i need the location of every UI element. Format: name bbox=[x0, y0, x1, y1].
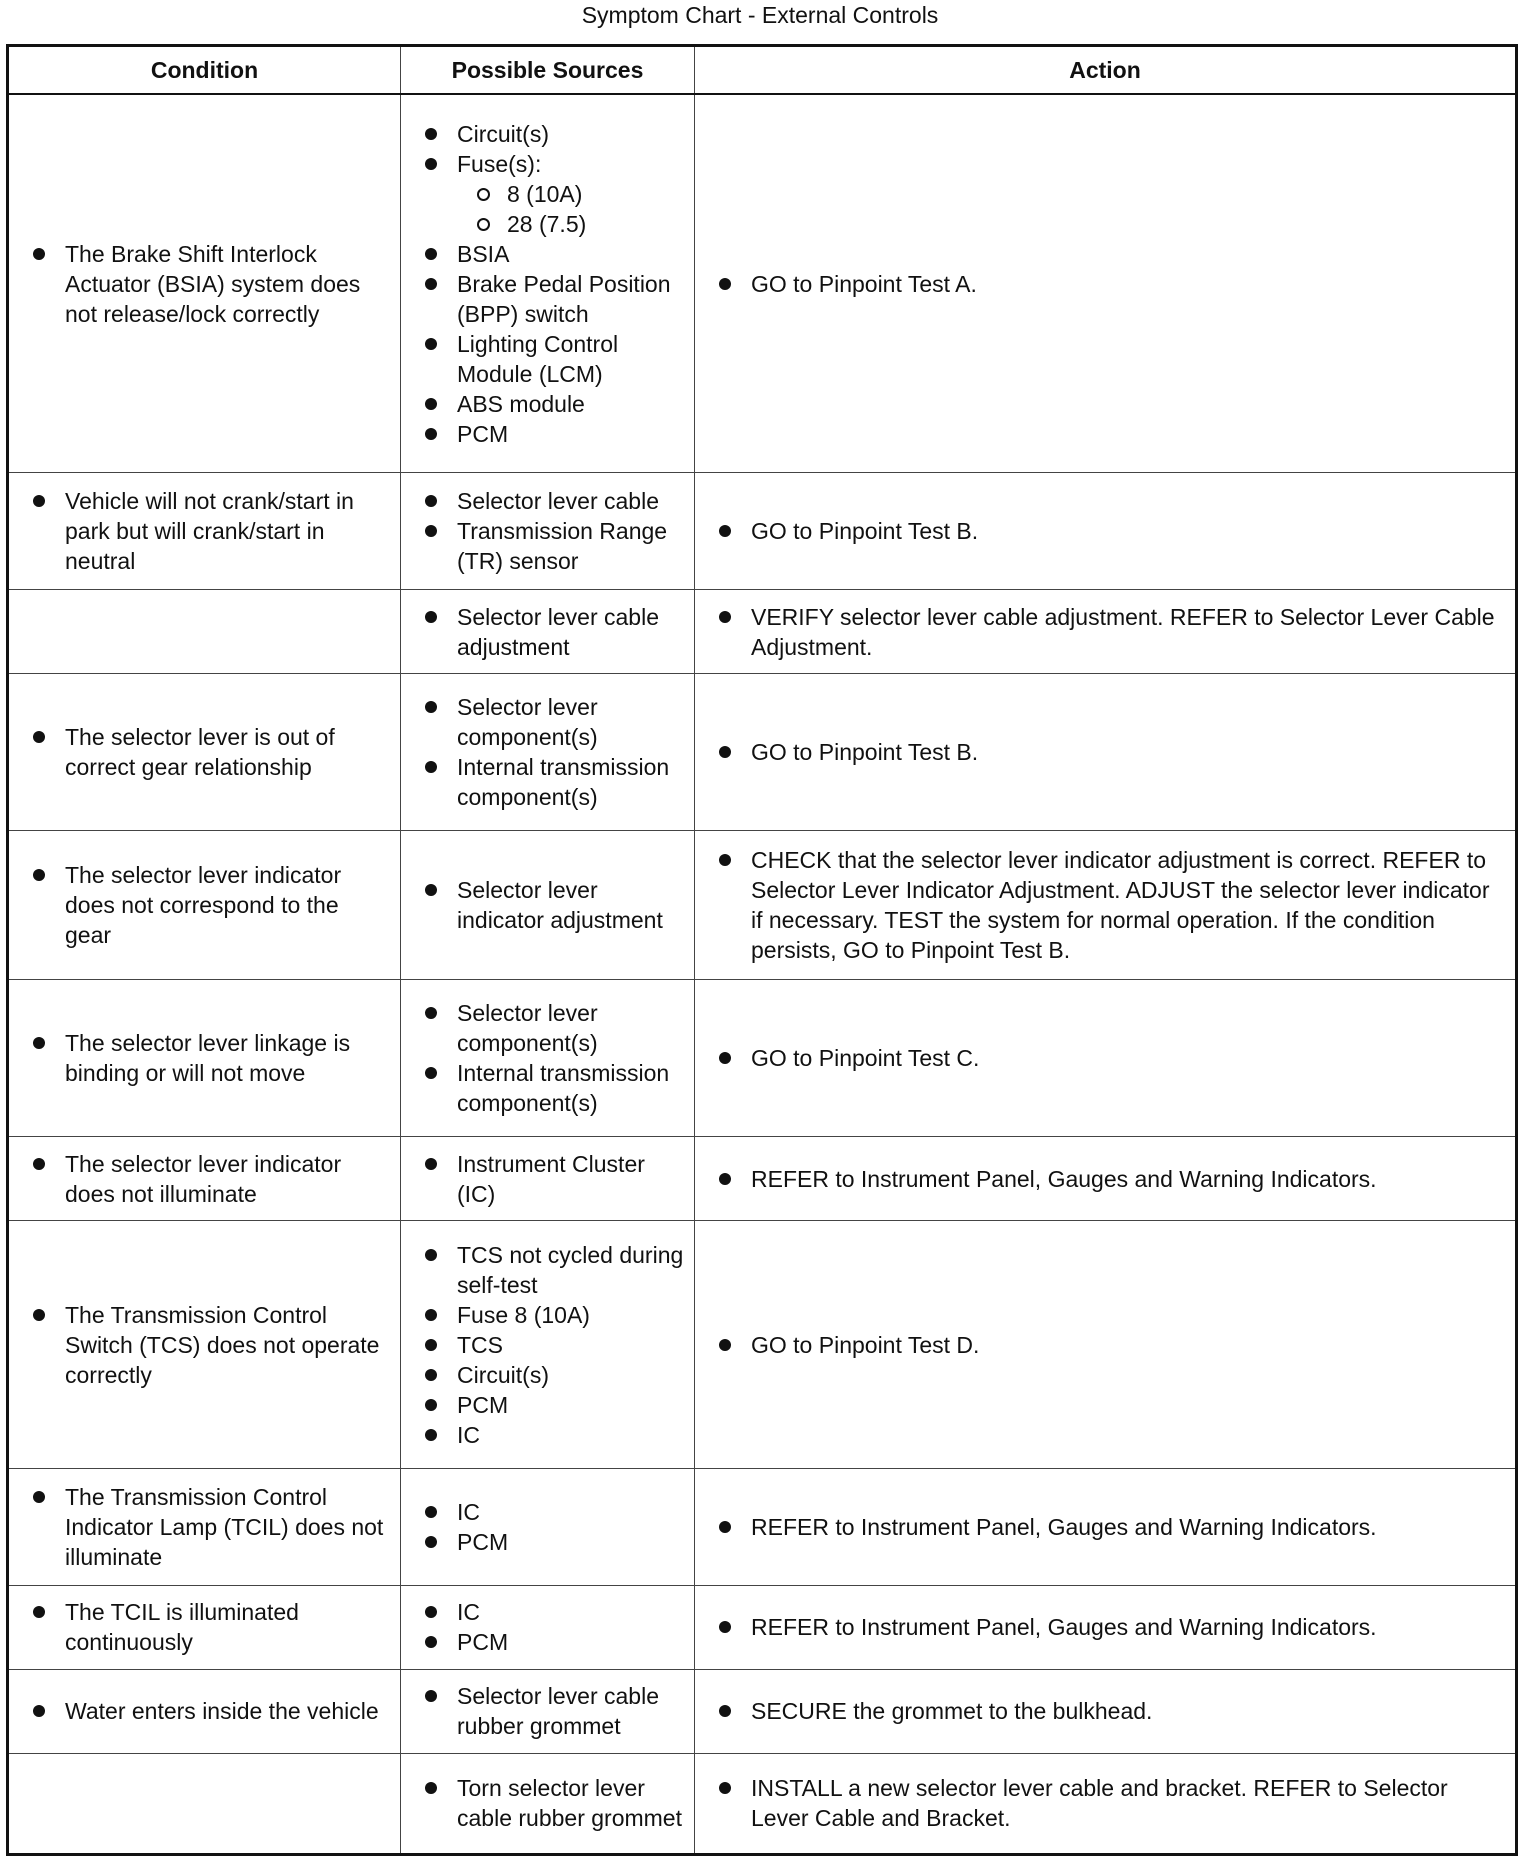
action-cell bbox=[695, 1137, 1517, 1221]
sources-item bbox=[401, 752, 684, 812]
action-cell bbox=[695, 1468, 1517, 1585]
action-item bbox=[695, 1512, 1505, 1542]
sources-text: Selector lever cable adjustment bbox=[457, 603, 659, 660]
sources-item bbox=[401, 419, 684, 449]
table-row bbox=[8, 1137, 1517, 1221]
table-row bbox=[8, 980, 1517, 1137]
sources-item bbox=[401, 1497, 684, 1527]
sources-list bbox=[401, 1765, 694, 1841]
condition-cell bbox=[8, 1669, 401, 1753]
action-list bbox=[695, 1504, 1515, 1550]
sources-item bbox=[401, 389, 684, 419]
condition-cell bbox=[8, 674, 401, 831]
sources-item bbox=[401, 1627, 684, 1657]
sources-cell bbox=[401, 473, 695, 590]
action-item bbox=[695, 1164, 1505, 1194]
action-list bbox=[695, 1765, 1515, 1841]
sources-cell bbox=[401, 94, 695, 473]
condition-text: The selector lever linkage is binding or will not move bbox=[65, 1030, 351, 1087]
condition-text: The selector lever indicator does not illuminate bbox=[65, 1150, 342, 1207]
sources-item bbox=[401, 149, 684, 239]
condition-list bbox=[9, 1474, 400, 1580]
condition-list bbox=[9, 1020, 400, 1096]
condition-list bbox=[9, 852, 400, 958]
sources-text: TCS not cycled during self-test bbox=[457, 1241, 684, 1298]
condition-list bbox=[9, 478, 400, 584]
sources-list bbox=[401, 684, 694, 820]
fuse-subitem: 28 (7.5) bbox=[457, 209, 684, 239]
sources-text: Fuse 8 (10A) bbox=[457, 1301, 590, 1328]
action-text: VERIFY selector lever cable adjustment. REFER to Selector Lever Cable Adjustment. bbox=[751, 603, 1495, 660]
header-row bbox=[8, 46, 1517, 95]
sources-list bbox=[401, 990, 694, 1126]
condition-text: The Transmission Control Indicator Lamp (TCIL) does not illuminate bbox=[65, 1483, 384, 1570]
action-cell bbox=[695, 1753, 1517, 1855]
header-action: Action bbox=[695, 46, 1517, 95]
table-row bbox=[8, 1221, 1517, 1469]
table-row bbox=[8, 1468, 1517, 1585]
action-cell bbox=[695, 590, 1517, 674]
action-item bbox=[695, 737, 1505, 767]
chart-title: Symptom Chart - External Controls bbox=[581, 2, 939, 28]
sources-text: IC bbox=[457, 1421, 480, 1448]
sources-item bbox=[401, 239, 684, 269]
condition-item bbox=[9, 486, 390, 576]
condition-item bbox=[9, 1696, 390, 1726]
sources-text: IC bbox=[457, 1599, 480, 1626]
sources-text: Transmission Range (TR) sensor bbox=[457, 518, 668, 575]
sources-list bbox=[401, 1673, 694, 1749]
sources-text: Instrument Cluster (IC) bbox=[457, 1150, 645, 1207]
condition-item bbox=[9, 1300, 390, 1390]
sources-item bbox=[401, 269, 684, 329]
header-possible-sources: Possible Sources bbox=[401, 46, 695, 95]
condition-cell bbox=[8, 1585, 401, 1669]
sources-cell bbox=[401, 674, 695, 831]
table-row bbox=[8, 831, 1517, 980]
sources-item bbox=[401, 119, 684, 149]
sources-cell bbox=[401, 590, 695, 674]
action-cell bbox=[695, 1669, 1517, 1753]
sources-list bbox=[401, 867, 694, 943]
action-text: GO to Pinpoint Test A. bbox=[751, 270, 977, 297]
action-list bbox=[695, 594, 1515, 670]
condition-cell bbox=[8, 1221, 401, 1469]
sources-text: PCM bbox=[457, 1629, 509, 1656]
condition-cell bbox=[8, 1753, 401, 1855]
condition-list bbox=[9, 714, 400, 790]
action-list bbox=[695, 1688, 1515, 1734]
action-cell bbox=[695, 94, 1517, 473]
sources-item bbox=[401, 692, 684, 752]
condition-cell bbox=[8, 94, 401, 473]
sources-cell bbox=[401, 1221, 695, 1469]
condition-list bbox=[9, 1688, 400, 1734]
action-item bbox=[695, 516, 1505, 546]
action-text: REFER to Instrument Panel, Gauges and Warning Indicators. bbox=[751, 1513, 1377, 1540]
sources-item bbox=[401, 1527, 684, 1557]
sources-text: Lighting Control Module (LCM) bbox=[457, 330, 619, 387]
condition-text: The Transmission Control Switch (TCS) does not operate correctly bbox=[65, 1301, 380, 1388]
action-cell bbox=[695, 980, 1517, 1137]
table-row bbox=[8, 94, 1517, 473]
action-list bbox=[695, 1156, 1515, 1202]
sources-text: Selector lever cable bbox=[457, 488, 659, 515]
condition-text: Vehicle will not crank/start in park but will crank/start in neutral bbox=[65, 488, 354, 575]
sources-list bbox=[401, 1589, 694, 1665]
sources-cell bbox=[401, 1753, 695, 1855]
action-cell bbox=[695, 674, 1517, 831]
symptom-table bbox=[6, 44, 1518, 1856]
sources-cell bbox=[401, 831, 695, 980]
condition-text: Water enters inside the vehicle bbox=[65, 1698, 379, 1725]
table-row bbox=[8, 473, 1517, 590]
action-text: SECURE the grommet to the bulkhead. bbox=[751, 1698, 1153, 1725]
sources-text: PCM bbox=[457, 1528, 509, 1555]
sources-item bbox=[401, 1681, 684, 1741]
sources-text: PCM bbox=[457, 1391, 509, 1418]
condition-cell bbox=[8, 590, 401, 674]
fuse-subitem: 8 (10A) bbox=[457, 179, 684, 209]
table-row bbox=[8, 590, 1517, 674]
sources-list bbox=[401, 1141, 694, 1217]
sources-list bbox=[401, 478, 694, 584]
sources-text: Fuse(s): bbox=[457, 150, 542, 177]
sources-item bbox=[401, 329, 684, 389]
sources-list bbox=[401, 594, 694, 670]
condition-item bbox=[9, 1482, 390, 1572]
action-list bbox=[695, 1322, 1515, 1368]
sources-item bbox=[401, 1300, 684, 1330]
sources-text: Selector lever cable rubber grommet bbox=[457, 1683, 659, 1740]
action-item bbox=[695, 1696, 1505, 1726]
sources-text: Internal transmission component(s) bbox=[457, 754, 670, 811]
action-text: REFER to Instrument Panel, Gauges and Warning Indicators. bbox=[751, 1614, 1377, 1641]
condition-text: The Brake Shift Interlock Actuator (BSIA) system does not release/lock correctly bbox=[65, 240, 361, 327]
action-list bbox=[695, 837, 1515, 973]
condition-list bbox=[9, 1141, 400, 1217]
table-row bbox=[8, 1753, 1517, 1855]
condition-cell bbox=[8, 1468, 401, 1585]
sources-text: Selector lever component(s) bbox=[457, 694, 598, 751]
condition-list bbox=[9, 1589, 400, 1665]
sources-list bbox=[401, 1489, 694, 1565]
condition-list bbox=[9, 1292, 400, 1398]
sources-item bbox=[401, 1360, 684, 1390]
sources-text: Internal transmission component(s) bbox=[457, 1060, 670, 1117]
sources-item bbox=[401, 875, 684, 935]
condition-cell bbox=[8, 980, 401, 1137]
action-text: GO to Pinpoint Test B. bbox=[751, 518, 979, 545]
condition-item bbox=[9, 1028, 390, 1088]
action-item bbox=[695, 269, 1505, 299]
header-condition: Condition bbox=[8, 46, 401, 95]
action-item bbox=[695, 845, 1505, 965]
action-cell bbox=[695, 1585, 1517, 1669]
action-cell bbox=[695, 1221, 1517, 1469]
sources-item bbox=[401, 1390, 684, 1420]
action-list bbox=[695, 1604, 1515, 1650]
action-item bbox=[695, 1612, 1505, 1642]
sources-cell bbox=[401, 1137, 695, 1221]
action-item bbox=[695, 1043, 1505, 1073]
sources-item bbox=[401, 1240, 684, 1300]
sources-cell bbox=[401, 980, 695, 1137]
sources-text: TCS bbox=[457, 1331, 503, 1358]
sources-cell bbox=[401, 1468, 695, 1585]
condition-text: The selector lever indicator does not correspond to the gear bbox=[65, 862, 342, 949]
sources-item bbox=[401, 1149, 684, 1209]
action-list bbox=[695, 508, 1515, 554]
sources-item bbox=[401, 1597, 684, 1627]
sources-item bbox=[401, 516, 684, 576]
condition-item bbox=[9, 860, 390, 950]
sources-list bbox=[401, 1232, 694, 1458]
condition-item bbox=[9, 722, 390, 782]
sources-cell bbox=[401, 1669, 695, 1753]
action-item bbox=[695, 1330, 1505, 1360]
action-cell bbox=[695, 831, 1517, 980]
action-list bbox=[695, 1035, 1515, 1081]
condition-text: The selector lever is out of correct gear relationship bbox=[65, 724, 335, 781]
action-text: CHECK that the selector lever indicator adjustment is correct. REFER to Selector Lever Indicator Adjustment. ADJUST the selector lever indicator if necessary. TEST the system for normal operation. If the condition persists, GO to Pinpoint Test B. bbox=[751, 847, 1490, 964]
table-row bbox=[8, 674, 1517, 831]
sources-text: Torn selector lever cable rubber grommet bbox=[457, 1775, 682, 1832]
sources-item bbox=[401, 1420, 684, 1450]
action-text: INSTALL a new selector lever cable and bracket. REFER to Selector Lever Cable and Bracket. bbox=[751, 1775, 1448, 1832]
table-row bbox=[8, 1669, 1517, 1753]
sources-text: Circuit(s) bbox=[457, 120, 549, 147]
action-text: GO to Pinpoint Test D. bbox=[751, 1331, 980, 1358]
sources-item bbox=[401, 998, 684, 1058]
condition-cell bbox=[8, 831, 401, 980]
sources-text: Brake Pedal Position (BPP) switch bbox=[457, 270, 671, 327]
sources-text: Selector lever component(s) bbox=[457, 1000, 598, 1057]
condition-list bbox=[9, 231, 400, 337]
condition-text: The TCIL is illuminated continuously bbox=[65, 1599, 299, 1656]
condition-item bbox=[9, 1149, 390, 1209]
action-list bbox=[695, 729, 1515, 775]
sources-list bbox=[401, 111, 694, 457]
action-item bbox=[695, 602, 1505, 662]
sources-text: Circuit(s) bbox=[457, 1361, 549, 1388]
action-list bbox=[695, 261, 1515, 307]
sources-item bbox=[401, 1058, 684, 1118]
sources-text: ABS module bbox=[457, 390, 585, 417]
sources-text: BSIA bbox=[457, 240, 510, 267]
action-text: GO to Pinpoint Test B. bbox=[751, 739, 979, 766]
action-text: REFER to Instrument Panel, Gauges and Warning Indicators. bbox=[751, 1165, 1377, 1192]
condition-item bbox=[9, 1597, 390, 1657]
table-body bbox=[8, 94, 1517, 1855]
condition-item bbox=[9, 239, 390, 329]
condition-cell bbox=[8, 1137, 401, 1221]
action-item bbox=[695, 1773, 1505, 1833]
sources-cell bbox=[401, 1585, 695, 1669]
fuse-sublist bbox=[457, 179, 684, 239]
action-cell bbox=[695, 473, 1517, 590]
action-text: GO to Pinpoint Test C. bbox=[751, 1045, 980, 1072]
sources-item bbox=[401, 602, 684, 662]
sources-item bbox=[401, 1330, 684, 1360]
table-row bbox=[8, 1585, 1517, 1669]
sources-item bbox=[401, 1773, 684, 1833]
sources-item bbox=[401, 486, 684, 516]
condition-cell bbox=[8, 473, 401, 590]
sources-text: PCM bbox=[457, 420, 509, 447]
sources-text: Selector lever indicator adjustment bbox=[457, 877, 663, 934]
sources-text: IC bbox=[457, 1498, 480, 1525]
